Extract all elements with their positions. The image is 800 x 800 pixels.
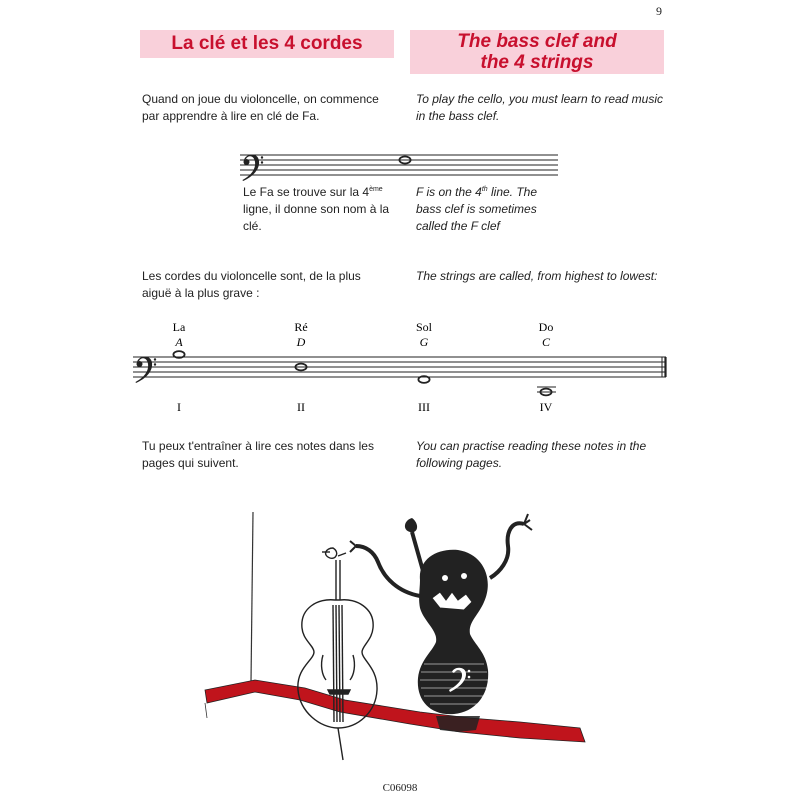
wall-corner-line: [251, 512, 253, 682]
page-number: 9: [656, 4, 662, 18]
staff-f-line: [240, 155, 558, 175]
string-notes: [173, 351, 551, 395]
bass-clef-icon-2: [136, 357, 157, 384]
string-label-en: C: [541, 335, 551, 349]
string-label-en: D: [296, 335, 306, 349]
staff-open-strings: [133, 357, 666, 392]
english-title-line-1: The bass clef and: [457, 31, 617, 52]
string-numeral: I: [177, 400, 181, 414]
string-label-fr: Do: [538, 320, 554, 334]
string-label-en: A: [175, 335, 183, 349]
red-carpet-strip: [205, 680, 585, 742]
intro-french: Quand on joue du violoncelle, on commence par apprendre à lire en clé de Fa.: [142, 92, 379, 123]
practice-english: You can practise reading these notes in the following pages.: [416, 439, 647, 470]
fa-line-french: Le Fa se trouve sur la 4ème ligne, il donne son nom à la clé.: [243, 185, 390, 233]
string-numeral: III: [418, 400, 430, 414]
string-numeral: II: [297, 400, 305, 414]
bass-clef-icon: [243, 155, 264, 182]
english-title-line-2: the 4 strings: [480, 52, 594, 73]
string-label-en: G: [419, 335, 429, 349]
fa-line-english: F is on the 4th line. The bass clef is sometimes called the F clef: [416, 185, 538, 233]
string-label-fr: La: [172, 320, 186, 334]
practice-french: Tu peux t'entraîner à lire ces notes dans les pages qui suivent.: [142, 439, 374, 470]
string-label-fr: Ré: [294, 320, 308, 334]
illustration-room: [205, 512, 585, 742]
intro-english: To play the cello, you must learn to read music in the bass clef.: [416, 92, 664, 123]
footer-code: C06098: [382, 782, 418, 794]
strings-intro-french: Les cordes du violoncelle sont, de la plus aiguë à la plus grave :: [142, 269, 361, 300]
french-title: La clé et les 4 cordes: [140, 30, 394, 58]
monster-character-icon: [350, 514, 532, 732]
cello-icon: [298, 548, 377, 760]
string-numeral: IV: [539, 400, 553, 414]
string-label-fr: Sol: [415, 320, 433, 334]
strings-intro-english: The strings are called, from highest to lowest:: [416, 269, 658, 283]
